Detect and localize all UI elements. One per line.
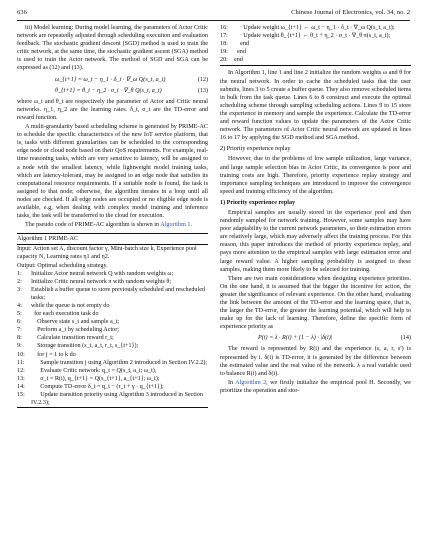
algorithm-line-number: 2: <box>17 278 22 285</box>
algorithm-2-link[interactable]: Algorithm 2 <box>235 379 267 386</box>
left-column <box>17 24 208 408</box>
algorithm-line-number: 8: <box>17 335 22 342</box>
algorithm-line <box>17 359 208 367</box>
algorithm-line <box>17 326 208 334</box>
algorithm-line-number: 19: <box>220 49 228 56</box>
algorithm-line-text: for j = 1 to k do <box>31 351 76 358</box>
problems-paragraph: However, due to the problems of low sample utilization, large variance, and large sample selection bias in Actor Critic, its convergence is poor and training costs are high. Therefore, priority experience replay strategy and importance sampling techniques are introduced to improve the convergence speed and training efficiency of the algorithm. <box>220 156 411 195</box>
algorithm-line-number: 18: <box>220 41 228 48</box>
algorithm-line-text: Perform a_t by scheduling Actor; <box>31 327 119 334</box>
algorithm-line-text: σ_t = R(i), q_{t+1} = Q(s_{t+1}, a_{t+1}; ω_t); <box>31 375 160 382</box>
equation-14-body: P(i) = λ · R(i) + (1 − λ) · |δ(i)| <box>258 335 333 342</box>
equation-12-body: ω_{t+1} = ω_t − η_1 · δ_t · ∇_ω Q(s_t, a_t) <box>55 76 166 83</box>
algorithm-2-paragraph <box>220 379 411 395</box>
algorithm-line-number: 15: <box>17 392 25 399</box>
algorithm-line-text: end <box>234 49 246 56</box>
pseudo-code-period: . <box>190 222 193 229</box>
algorithm-line <box>17 342 208 350</box>
algorithm-end-rule <box>220 65 411 66</box>
journal-title: Chinese Journal of Electronics, vol. 34, no. 2 <box>291 9 410 16</box>
algorithm-explanation-paragraph: In Algorithm 1, line 1 and line 2 initialize the random weights ω and θ for the neural network. In order to cache the scheduled tasks that the user submits, lines 3 to 5 create a buffer queue. They also remove scheduled items in bulk from the task queue. Lines 6 to 8 construct and execute the optimal scheduling scheme through sampling scheduling actions. Lines 9 to 15 store the experience in memory and sample the experience. Calculate the TD-error and reward function values to update the parameters of the Actor Critic network. The parameters of Actor Critic neural network are updated in lines 16 to 17 by applying the SGD method and SGA method. <box>220 70 411 142</box>
pseudo-code-paragraph <box>17 221 208 229</box>
algorithm-line <box>220 32 411 40</box>
algorithm-line-text: Update weight ω_{t+1} ← ω_t − η_1 · δ_t · ∇_ω Q(s_t, a_t); <box>234 25 395 31</box>
algorithm-line-text: Calculate transition reward r_t; <box>31 335 114 342</box>
algorithm-line-text: Sample transition j using Algorithm 2 introduced in Section IV.2.2); <box>31 359 208 366</box>
algorithm-line <box>220 40 411 48</box>
algorithm-line <box>17 310 208 318</box>
header-rule <box>17 20 410 21</box>
algorithm-1-title: Algorithm 1 PRIME-AC <box>17 234 208 245</box>
equation-12-number: (12) <box>197 76 208 83</box>
considerations-paragraph: There are two main considerations when designing experience priorities. On the one hand, it is assumed that the bigger the incentive for action, the greater the significance of relevant experience. On the other hand, evaluating the link between the amount of the TD-error and the learning space, that is, the larger the TD-error, the greater the learning potential, which will help to make up for the lack of learning. Therefore, define the specific form of experience priority as <box>220 275 411 331</box>
algorithm-line <box>17 334 208 342</box>
equation-13-body: θ_{t+1} = θ_t − η_2 · σ_t · ∇_θ Q(s_t, a_t) <box>55 87 162 94</box>
page-header <box>17 9 410 19</box>
algorithm-line-text: Evaluate Critic network: q_t = Q(s_t, a_t; ω_t), <box>31 367 157 374</box>
multi-granularity-paragraph: A multi-granularity based scheduling scheme is generated by PRIME-AC to schedule the specific characteristics of the new IoT service platform, that is, tasks with different granularities can be scheduled to the corresponding edge node or cloud node based on their QoS requirements. For example, real-time reasoning tasks, which are very sensitive to latency, will be assigned to a node with the smallest latency, while lightweight model training tasks, which are latency-tolerant, may be assigned to an edge node that satisfies its computational resource requirements. If a suitable node is found, the task is assigned to that node; otherwise, the algorithm iterates in a loop until all nodes are checked. If all edge nodes are occupied or no eligible edge node is available, e.g, when dealing with complex model training and inference tasks, the task will be transferred to the cloud for execution. <box>17 124 208 220</box>
algorithm-line <box>220 24 411 32</box>
algorithm-line-number: 5: <box>17 311 22 318</box>
algorithm-line-text: Establish a buffer queue to store previously scheduled and rescheduled tasks; <box>31 286 207 301</box>
reward-paragraph: The reward is represented by R(i) and the experience (s, a, r, s′) is represented by i. δ(i) is TD-error, it is generated by the difference between the estimated value and the real value of the network. λ a real variable used to balance R(i) and δ(i). <box>220 346 411 377</box>
algorithm-line-number: 20: <box>220 57 228 64</box>
algorithm-line-number: 7: <box>17 327 22 334</box>
algorithm-line-text: Initialize Critic neural network π with random weights θ; <box>31 278 172 285</box>
algorithm-line <box>17 375 208 383</box>
algorithm-line-number: 14: <box>17 383 25 390</box>
equation-14 <box>220 334 411 342</box>
algorithm-line-text: end <box>234 41 250 48</box>
algorithm-line-number: 13: <box>17 375 25 382</box>
algorithm-line <box>17 391 208 407</box>
algorithm-1-box <box>17 233 208 408</box>
equation-13-number: (13) <box>197 87 208 94</box>
algorithm-line-number: 11: <box>17 359 25 366</box>
algorithm-line-number: 1: <box>17 270 22 277</box>
algorithm-line <box>17 383 208 391</box>
right-column <box>220 24 411 396</box>
algorithm-line <box>17 367 208 375</box>
algorithm-lines-left <box>17 270 208 408</box>
algorithm-line <box>17 286 208 302</box>
algorithm-line <box>220 48 411 56</box>
algorithm-output: Output: Optimal scheduling strategy. <box>17 262 108 269</box>
algorithm-line-number: 10: <box>17 351 25 358</box>
pseudo-code-text: The pseudo code of PRIME-AC algorithm is shown in <box>25 222 161 229</box>
algorithm-line-text: Storage transition (s_t, a_t, r_t, s_{t+1}); <box>31 343 139 350</box>
algorithm-line-text: Update weight θ_{t+1} ← θ_t + η_2 · σ_t · ∇_θ π(s_t, a_t); <box>234 33 391 40</box>
algorithm-line-text: Update transition priority using Algorithm 3 introduced in Section IV.2.3); <box>31 392 205 407</box>
algorithm-lines-right <box>220 24 411 64</box>
algorithm-line <box>17 302 208 310</box>
algorithm-line-number: 9: <box>17 343 22 350</box>
algorithm-line-number: 4: <box>17 303 22 309</box>
algorithm-2-text: , we firstly initialize the empirical pool H. Secondly, we prioritize the operation and stor- <box>220 379 411 394</box>
algorithm-line-number: 17: <box>220 33 228 40</box>
algorithm-line-text: for each execution task do <box>31 311 99 318</box>
algorithm-line-number: 12: <box>17 367 25 374</box>
algorithm-line-text: Observe state s_t and sample a_t; <box>31 319 120 326</box>
algorithm-line-number: 6: <box>17 319 22 326</box>
algorithm-line <box>17 318 208 326</box>
algorithm-line-number: 16: <box>220 25 228 31</box>
algorithm-line-number: 3: <box>17 286 22 293</box>
equation-13 <box>17 87 208 95</box>
algorithm-line <box>17 270 208 278</box>
equation-12 <box>17 76 208 84</box>
empirical-samples-paragraph: Empirical samples are usually stored in the experience pool and then randomly sampled for network training. However, some samples may have poor adaptability to the current network parameters, so their estimation errors are relatively large, which may adversely affect the training process. For this reason, this paper introduces the method of priority experience replay, and pays more attention to the empirical samples with large estimation error and large reward value. A higher sampling probability is assigned to these samples, making them more likely to be selected for training. <box>220 209 411 273</box>
algorithm-line <box>17 351 208 359</box>
page-number: 636 <box>17 9 27 16</box>
equation-14-number: (14) <box>400 335 411 342</box>
algorithm-line-text: Initialize Actor neural network Q with random weights ω; <box>31 270 174 277</box>
algorithm-2-pre: In <box>228 379 236 386</box>
algorithm-line-text: end <box>234 57 243 64</box>
priority-replay-section-heading: 1) Priority experience replay <box>220 199 296 206</box>
priority-replay-subheading: 2) Priority experience replay <box>220 146 291 153</box>
algorithm-line <box>220 56 411 64</box>
algorithm-line <box>17 278 208 286</box>
algorithm-line-text: while the queue is not empty do <box>31 303 110 309</box>
algorithm-input: Input: Action set A, discount factor γ, Mini-batch size k, Experience pool capacity N, Learning rates η1 and η2. <box>17 246 197 261</box>
algorithm-1-link[interactable]: Algorithm 1 <box>160 222 191 229</box>
algorithm-line-text: Compute TD-error δ_t = q_t − (r_t + γ · q_{t+1}); <box>31 383 164 390</box>
model-learning-paragraph: iii) Model learning: During model learning, the parameters of Actor Critic network are repeatedly adjusted through scheduling execution and evaluation feedback. The stochastic gradient descent (SGD) method is used to train the critic network, at the same time, the stochastic gradient ascent (SGA) method is used to train the Actor network. The method of SGD and SGA can be expressed as (12) and (13). <box>17 25 208 72</box>
where-paragraph: where ω_t and θ_t are respectively the parameter of Actor and Critic neural networks. η_1, η_2 are the learning rates. δ_t, σ_t are the TD-error and reward function. <box>17 98 208 121</box>
